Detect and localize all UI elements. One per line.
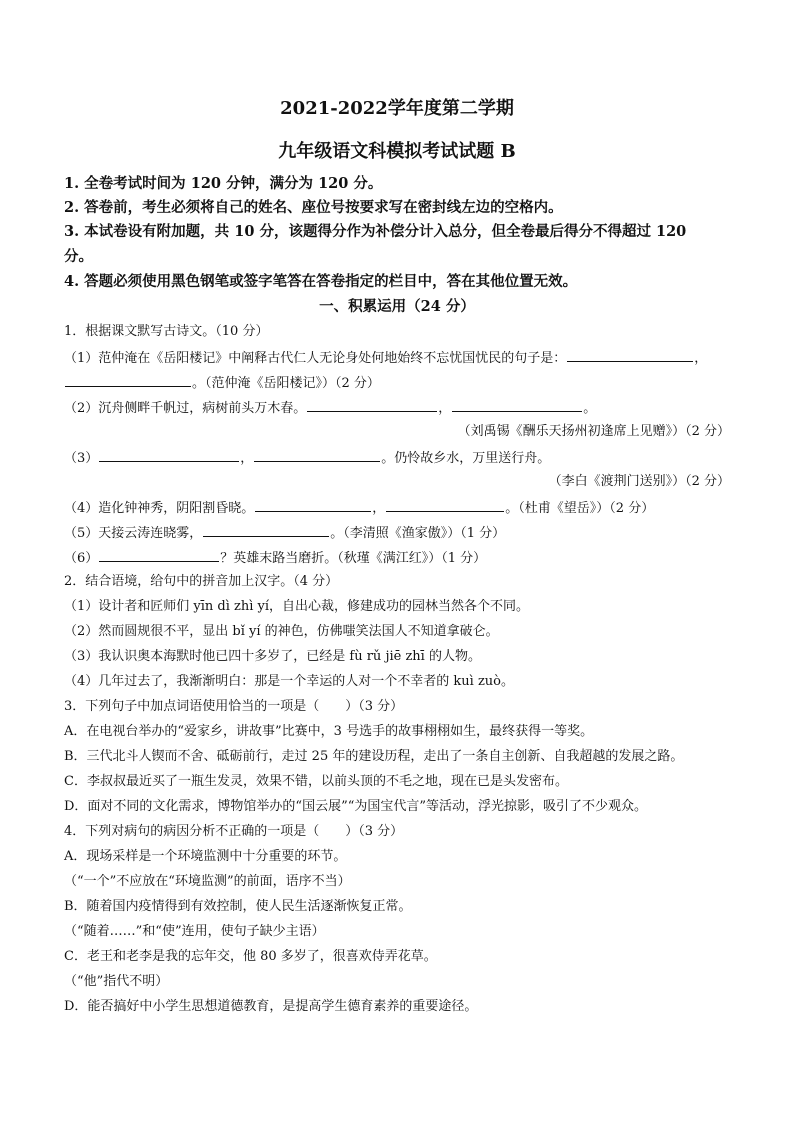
- q1-item-5: [64, 522, 744, 544]
- q2-item-2: （2）然而圆规很不平，显出 bǐ yí 的神色，仿佛嗤笑法国人不知道拿破仑。: [64, 624, 499, 639]
- q2-item-4: （4）几年过去了，我渐渐明白：那是一个幸运的人对一个不幸者的 kuì zuò。: [64, 674, 514, 689]
- answer-blank[interactable]: [203, 522, 329, 537]
- answer-blank[interactable]: [99, 547, 219, 562]
- answer-blank[interactable]: [567, 347, 693, 362]
- note-3: 3. 本试卷设有附加题，共 10 分，该题得分作为补偿分计入总分，但全卷最后得分不得超过 120: [64, 223, 687, 240]
- q2-item-1: （1）设计者和匠师们 yīn dì zhì yí，自出心裁，修建成功的园林当然各个不同。: [64, 599, 530, 614]
- q1-item-6: [64, 547, 744, 569]
- note-2: 2. 答卷前，考生必须将自己的姓名、座位号按要求写在密封线左边的空格内。: [64, 199, 563, 216]
- q3-option-c: C．李叔叔最近买了一瓶生发灵，效果不错，以前头顶的不毛之地，现在已是头发密布。: [64, 774, 568, 789]
- q1-item-1-text: （1）范仲淹在《岳阳楼记》中阐释古代仁人无论身处何地始终不忘忧国忧民的句子是：: [64, 351, 567, 366]
- q1-item-3-num: （3）: [64, 451, 99, 466]
- note-4: 4. 答题必须使用黑色钢笔或签字笔答在答卷指定的栏目中，答在其他位置无效。: [64, 273, 578, 290]
- note-1: 1. 全卷考试时间为 120 分钟，满分为 120 分。: [64, 175, 383, 192]
- q3-option-b: B．三代北斗人锲而不舍、砥砺前行，走过 25 年的建设历程，走出了一条自主创新、自我超越的发展之路。: [64, 749, 684, 764]
- q4-option-b: B．随着国内疫情得到有效控制，使人民生活逐渐恢复正常。: [64, 899, 412, 914]
- punct: 。: [583, 401, 597, 416]
- punct: ，: [438, 401, 452, 416]
- q1-item-1-cont: [64, 372, 744, 394]
- q1-item-6-text: ？英雄末路当磨折。（秋瑾《满江红》）（1 分）: [220, 551, 487, 566]
- q4-option-a: A．现场采样是一个环境监测中十分重要的环节。: [64, 849, 347, 864]
- q1-item-3: [64, 447, 744, 469]
- q1-item-5-text: （5）天接云涛连晓雾，: [64, 526, 203, 541]
- answer-blank[interactable]: [386, 497, 504, 512]
- q1-item-2-text: （2）沉舟侧畔千帆过，病树前头万木春。: [64, 401, 307, 416]
- exam-title: 九年级语文科模拟考试试题 B: [278, 141, 516, 162]
- q2-stem: 2．结合语境，给句中的拼音加上汉字。（4 分）: [64, 574, 339, 589]
- q2-item-3: （3）我认识奥本海默时他已四十多岁了，已经是 fù rǔ jiē zhī 的人物。: [64, 649, 481, 664]
- q1-item-2: [64, 397, 744, 419]
- q4-option-b-analysis: （“随着……”和“使”连用，使句子缺少主语）: [64, 924, 325, 939]
- q1-item-3-source: （李白《渡荆门送别》）（2 分）: [548, 474, 730, 489]
- q4-option-c-analysis: （“他”指代不明）: [64, 974, 169, 989]
- punct: ，: [694, 351, 708, 366]
- q4-option-a-analysis: （“一个”不应放在“环境监测”的前面，语序不当）: [64, 874, 351, 889]
- answer-blank[interactable]: [452, 397, 582, 412]
- section-1-title: 一、积累运用（24 分）: [319, 298, 475, 315]
- punct: ，: [372, 501, 386, 516]
- q4-option-c: C．老王和老李是我的忘年交，他 80 多岁了，很喜欢侍弄花草。: [64, 949, 437, 964]
- punct: ，: [240, 451, 254, 466]
- note-3-cont: 分。: [64, 248, 93, 265]
- answer-blank[interactable]: [254, 447, 380, 462]
- q1-stem: 1．根据课文默写古诗文。（10 分）: [64, 324, 269, 339]
- q1-item-1-source: 。（范仲淹《岳阳楼记》）（2 分）: [192, 376, 380, 391]
- q1-item-4-source: 。（杜甫《望岳》）（2 分）: [505, 501, 655, 516]
- q1-item-4: [64, 497, 744, 519]
- answer-blank[interactable]: [99, 447, 239, 462]
- q3-option-d: D．面对不同的文化需求，博物馆举办的“国云展”“为国宝代言”等活动，浮光掠影，吸引了不少观众。: [64, 799, 648, 814]
- q3-option-a: A．在电视台举办的“爱家乡，讲故事”比赛中，3 号选手的故事栩栩如生，最终获得一等奖。: [64, 724, 594, 739]
- q1-item-2-source: （刘禹锡《酬乐天扬州初逢席上见赠》）（2 分）: [457, 424, 730, 439]
- answer-blank[interactable]: [255, 497, 371, 512]
- q4-stem: 4．下列对病句的病因分析不正确的一项是（ ）（3 分）: [64, 824, 404, 839]
- q1-item-6-num: （6）: [64, 551, 99, 566]
- q4-option-d: D．能否搞好中小学生思想道德教育，是提高学生德育素养的重要途径。: [64, 999, 478, 1014]
- q1-item-1: [64, 347, 744, 369]
- q1-item-4-text: （4）造化钟神秀，阴阳割昏晓。: [64, 501, 255, 516]
- q1-item-5-source: 。（李清照《渔家傲》）（1 分）: [330, 526, 506, 541]
- q1-item-3-text: 。仍怜故乡水，万里送行舟。: [381, 451, 551, 466]
- answer-blank[interactable]: [307, 397, 437, 412]
- year-line: 2021-2022学年度第二学期: [280, 98, 514, 119]
- answer-blank[interactable]: [65, 372, 191, 387]
- q3-stem: 3．下列句子中加点词语使用恰当的一项是（ ）（3 分）: [64, 699, 404, 714]
